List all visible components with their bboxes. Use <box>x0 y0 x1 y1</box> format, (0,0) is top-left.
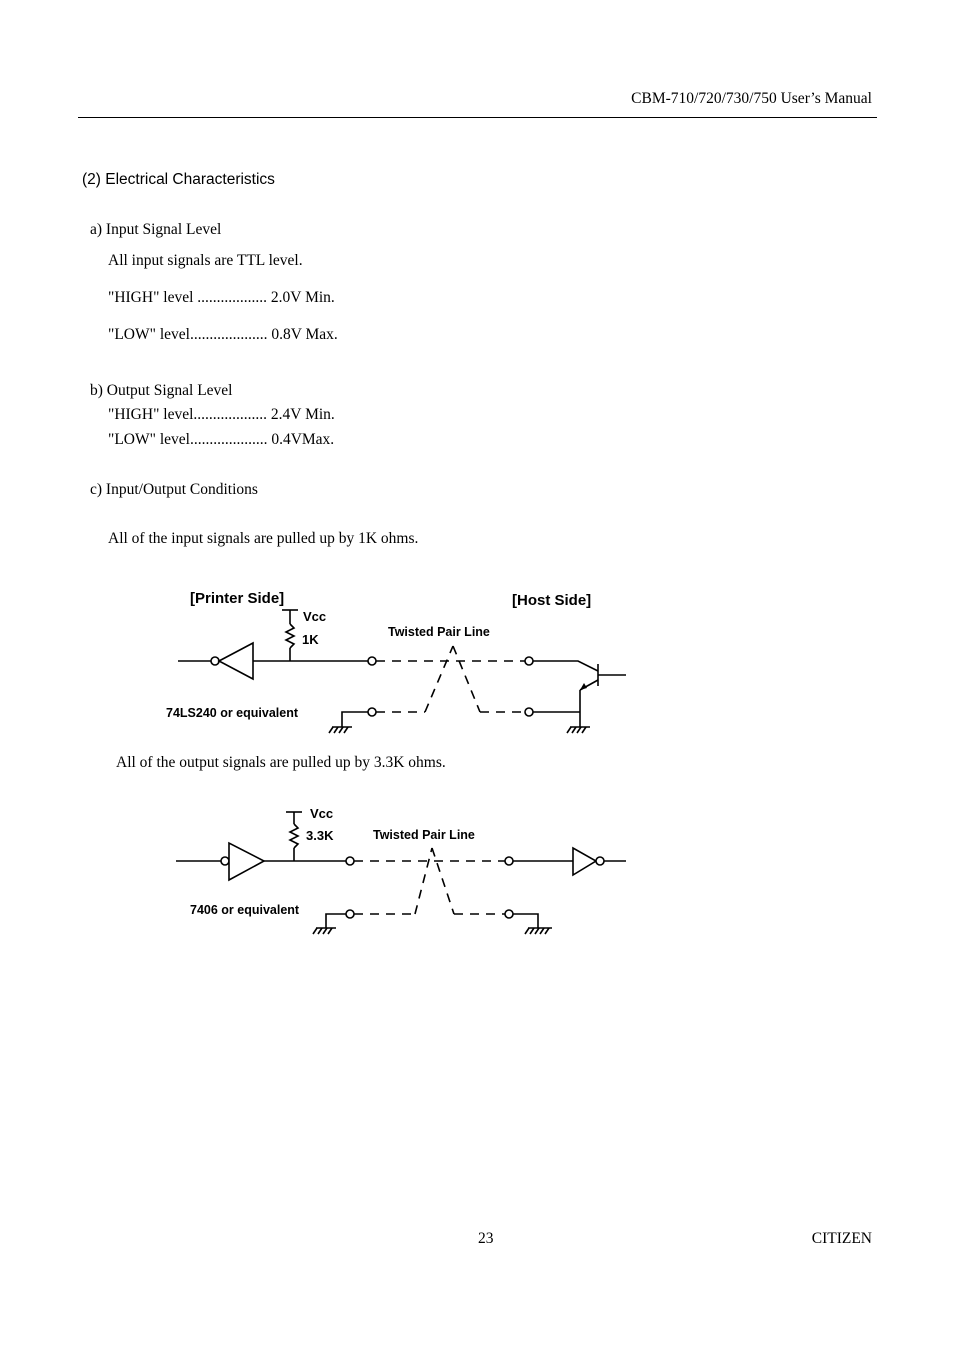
input-low-label: "LOW" level <box>108 326 190 343</box>
input-high-value: 2.0V Min. <box>270 289 335 306</box>
input-circuit-diagram <box>160 580 640 745</box>
output-low-value: 0.4VMax. <box>271 431 335 448</box>
pullup-resistor-3-3k <box>290 824 298 848</box>
output-low-label: "LOW" level <box>108 431 190 448</box>
output-level-heading: b) Output Signal Level <box>90 382 233 399</box>
input-level-heading: a) Input Signal Level <box>90 221 222 238</box>
input-high-label: "HIGH" level <box>108 289 194 306</box>
printer-side-label: [Printer Side] <box>190 590 285 607</box>
twisted-pair-label-2: Twisted Pair Line <box>373 828 475 842</box>
open-collector-buffer-symbol <box>229 843 264 880</box>
section-title: (2) Electrical Characteristics <box>82 171 275 188</box>
output-low-dots: .................... <box>189 431 268 448</box>
output-high-value: 2.4V Min. <box>270 406 335 423</box>
inverter-buffer-symbol <box>219 643 253 679</box>
input-high-dots: .................. <box>197 289 268 306</box>
header-rule <box>78 117 877 118</box>
vcc-label-2: Vcc <box>310 806 334 821</box>
twisted-pair-dashes <box>376 646 525 712</box>
input-level-note: All input signals are TTL level. <box>108 252 303 269</box>
receiver-buffer-symbol <box>573 848 596 875</box>
page-number: 23 <box>478 1230 494 1247</box>
manual-title: CBM-710/720/730/750 User’s Manual <box>631 90 872 107</box>
resistor-label-2: 3.3K <box>306 828 334 843</box>
output-high-dots: ................... <box>193 406 268 423</box>
input-low-value: 0.8V Max. <box>271 326 338 343</box>
output-high-row <box>108 406 335 424</box>
chip-label-2: 7406 or equivalent <box>190 903 300 917</box>
transistor-collector <box>533 661 598 671</box>
output-pullup-note: All of the output signals are pulled up by 3.3K ohms. <box>116 754 446 771</box>
vcc-label: Vcc <box>303 609 327 624</box>
output-low-row <box>108 431 334 449</box>
host-side-label: [Host Side] <box>512 592 592 609</box>
input-low-row <box>108 326 338 344</box>
input-bubble <box>221 857 229 865</box>
twisted-pair-label: Twisted Pair Line <box>388 625 490 639</box>
chip-label: 74LS240 or equivalent <box>166 706 299 720</box>
input-pullup-note: All of the input signals are pulled up by 1K ohms. <box>108 530 419 547</box>
input-low-dots: .................... <box>189 326 268 343</box>
resistor-label: 1K <box>302 632 319 647</box>
output-high-label: "HIGH" level <box>108 406 194 423</box>
conditions-heading: c) Input/Output Conditions <box>90 481 258 498</box>
input-high-row <box>108 289 335 307</box>
pullup-resistor-1k <box>286 624 294 648</box>
brand-name: CITIZEN <box>811 1230 872 1247</box>
twisted-pair-dashes-2 <box>354 848 505 914</box>
output-circuit-diagram <box>160 800 640 945</box>
